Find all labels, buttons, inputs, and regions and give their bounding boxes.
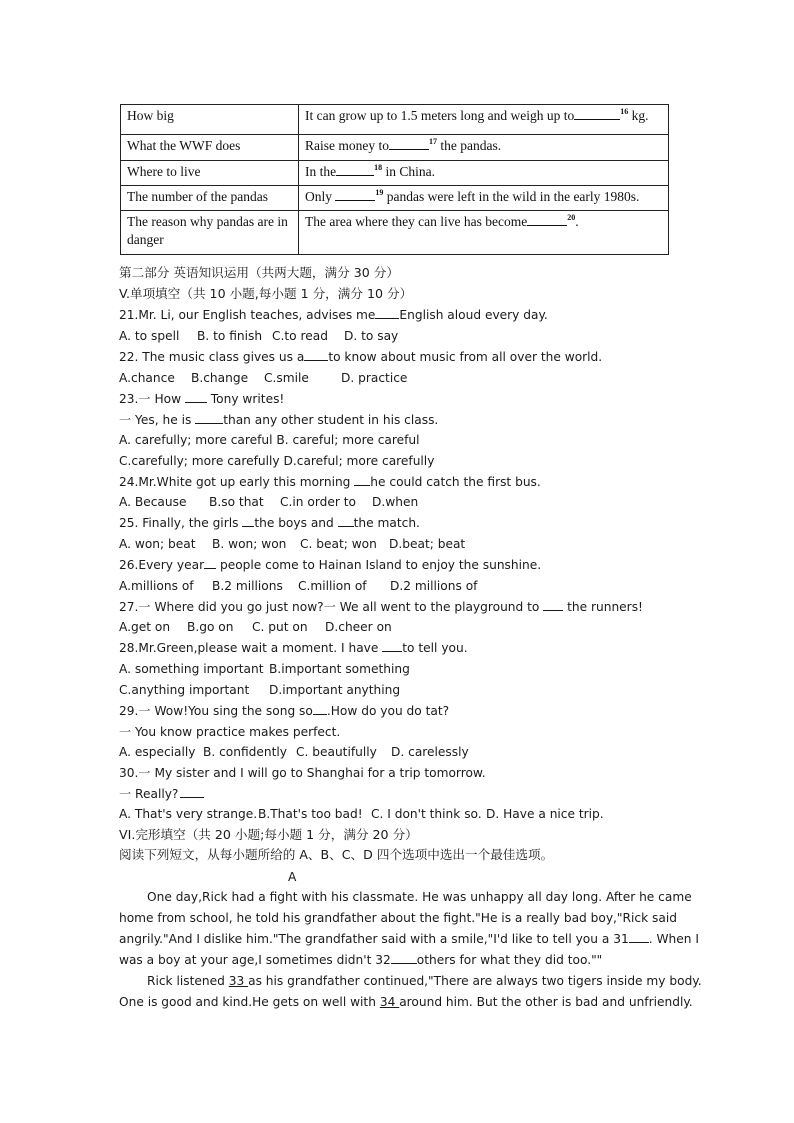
table-label-cell: What the WWF does [121, 135, 299, 161]
question-26: 26.Every year people come to Hainan Island to enjoy the sunshine. [119, 558, 542, 572]
question-29-options [119, 744, 469, 760]
question-24: 24.Mr.White got up early this morning he could catch the first bus. [119, 475, 541, 489]
answer-blank [382, 640, 402, 652]
option-d: D. carelessly [391, 745, 469, 759]
question-25-options [119, 536, 465, 552]
option-c: C.smile [264, 371, 309, 385]
question-25: 25. Finally, the girls the boys and the match. [119, 516, 420, 530]
answer-blank [204, 557, 216, 569]
question-30-options [119, 806, 604, 822]
answer-blank [375, 307, 399, 319]
answer-blank [180, 786, 204, 798]
question-22-options [119, 370, 407, 386]
option-d: D.beat; beat [389, 537, 466, 551]
table-label-cell: The number of the pandas [121, 186, 299, 211]
answer-blank [185, 391, 207, 403]
answer-blank [338, 515, 354, 527]
table-value-cell: It can grow up to 1.5 meters long and weigh up to $^{16}$ kg. [299, 105, 669, 135]
table-label-cell: How big [121, 105, 299, 135]
option-a: A. That's very strange. [119, 807, 258, 821]
table-value-cell: The area where they can live has become $^{20}$. [299, 211, 669, 255]
table-row [121, 161, 669, 186]
option-c: C. beautifully [296, 745, 377, 759]
question-27: 27.一 Where did you go just now?一 We all went to the playground to the runners! [119, 600, 643, 614]
question-23-options-cd: C.carefully; more carefully D.careful; more carefully [119, 454, 435, 468]
question-30: 30.一 My sister and I will go to Shanghai for a trip tomorrow. [119, 766, 486, 780]
question-21: 21.Mr. Li, our English teaches, advises me English aloud every day. [119, 308, 548, 322]
section6-title: VI.完形填空（共 20 小题;每小题 1 分，满分 20 分） [119, 827, 418, 842]
question-27-options [119, 619, 392, 635]
question-21-options [119, 328, 398, 344]
part2-title: 第二部分 英语知识运用（共两大题，满分 30 分） [119, 265, 399, 280]
option-a: A.chance [119, 371, 175, 385]
section5-title: V.单项填空（共 10 小题,每小题 1 分，满分 10 分） [119, 286, 413, 301]
answer-blank [336, 163, 374, 176]
passage-label: A [288, 870, 297, 884]
table-label-cell: The reason why pandas are in danger [121, 211, 299, 255]
question-30-line2: 一 Really? [119, 786, 204, 802]
option-d: D. Have a nice trip. [486, 807, 604, 821]
option-a: A. especially [119, 745, 196, 759]
option-d: D.important anything [269, 683, 401, 697]
option-a: A. to spell [119, 329, 180, 343]
option-b: B.2 millions [212, 579, 283, 593]
question-22: 22. The music class gives us a to know about music from all over the world. [119, 350, 603, 364]
passage-line: One is good and kind.He gets on well with 34 around him. But the other is bad and unfriendly. [119, 995, 693, 1009]
answer-blank [391, 952, 417, 964]
answer-blank [629, 931, 649, 943]
answer-blank [389, 137, 429, 150]
table-value-cell: Raise money to $^{17}$ the pandas. [299, 135, 669, 161]
option-a: A.get on [119, 620, 171, 634]
option-a: A. Because [119, 495, 187, 509]
passage-line: angrily."And I dislike him."The grandfather said with a smile,"I'd like to tell you a 31 . When I [119, 932, 699, 946]
option-c: C.to read [272, 329, 328, 343]
section6-instructions: 阅读下列短文，从每小题所给的 A、B、C、D 四个选项中选出一个最佳选项。 [119, 847, 554, 862]
question-29-line2: 一 You know practice makes perfect. [119, 725, 341, 739]
answer-blank [195, 412, 223, 424]
option-c: C.in order to [280, 495, 356, 509]
table-row [121, 105, 669, 135]
passage-text [119, 887, 702, 1013]
question-23: 23.一 How Tony writes! [119, 392, 285, 406]
answer-blank [313, 703, 327, 715]
option-b: B. won; won [212, 537, 287, 551]
question-24-options [119, 494, 418, 510]
option-d: D. practice [341, 371, 408, 385]
question-26-options [119, 578, 477, 594]
option-d: D.when [372, 495, 419, 509]
question-28-options-ab [119, 661, 410, 677]
option-c: C. beat; won [300, 537, 377, 551]
answer-blank [242, 515, 254, 527]
option-c: C. put on [252, 620, 308, 634]
question-23-options-ab: A. carefully; more careful B. careful; more careful [119, 433, 420, 447]
passage-line: Rick listened 33 as his grandfather continued,"There are always two tigers inside my body. [147, 974, 702, 988]
passage-line: One day,Rick had a fight with his classmate. He was unhappy all day long. After he came [147, 890, 692, 904]
answer-blank [304, 349, 328, 361]
option-d: D. to say [344, 329, 399, 343]
option-c: C. I don't think so. [371, 807, 482, 821]
table-row [121, 211, 669, 255]
table-row [121, 135, 669, 161]
question-28: 28.Mr.Green,please wait a moment. I have to tell you. [119, 641, 468, 655]
option-b: B.change [191, 371, 249, 385]
option-c: C.million of [298, 579, 367, 593]
answer-blank [574, 107, 620, 120]
option-d: D.2 millions of [390, 579, 478, 593]
option-a: A. won; beat [119, 537, 196, 551]
option-d: D.cheer on [325, 620, 392, 634]
question-28-options-cd [119, 682, 400, 698]
table-value-cell: In the $^{18}$ in China. [299, 161, 669, 186]
answer-blank [543, 599, 563, 611]
question-29: 29.一 Wow!You sing the song so .How do you do tat? [119, 704, 450, 718]
passage-line: home from school, he told his grandfather about the fight."He is a really bad boy,"Rick said [119, 911, 677, 925]
option-a: A.millions of [119, 579, 194, 593]
option-c: C.anything important [119, 683, 250, 697]
table-value-cell: Only $^{19}$ pandas were left in the wild in the early 1980s. [299, 186, 669, 211]
table-row [121, 186, 669, 211]
option-b: B.That's too bad! [258, 807, 363, 821]
option-b: B.go on [187, 620, 234, 634]
option-a: A. something important [119, 662, 264, 676]
option-b: B. to finish [197, 329, 263, 343]
answer-blank [354, 474, 370, 486]
table-label-cell: Where to live [121, 161, 299, 186]
option-b: B. confidently [203, 745, 288, 759]
option-b: B.so that [209, 495, 264, 509]
passage-line: was a boy at your age,I sometimes didn't 32 others for what they did too."" [119, 953, 603, 967]
pandas-info-table [120, 104, 669, 255]
option-b: B.important something [269, 662, 410, 676]
question-23-line2: 一 Yes, he is than any other student in his class. [119, 413, 439, 427]
answer-blank [335, 188, 375, 201]
answer-blank [527, 213, 567, 226]
